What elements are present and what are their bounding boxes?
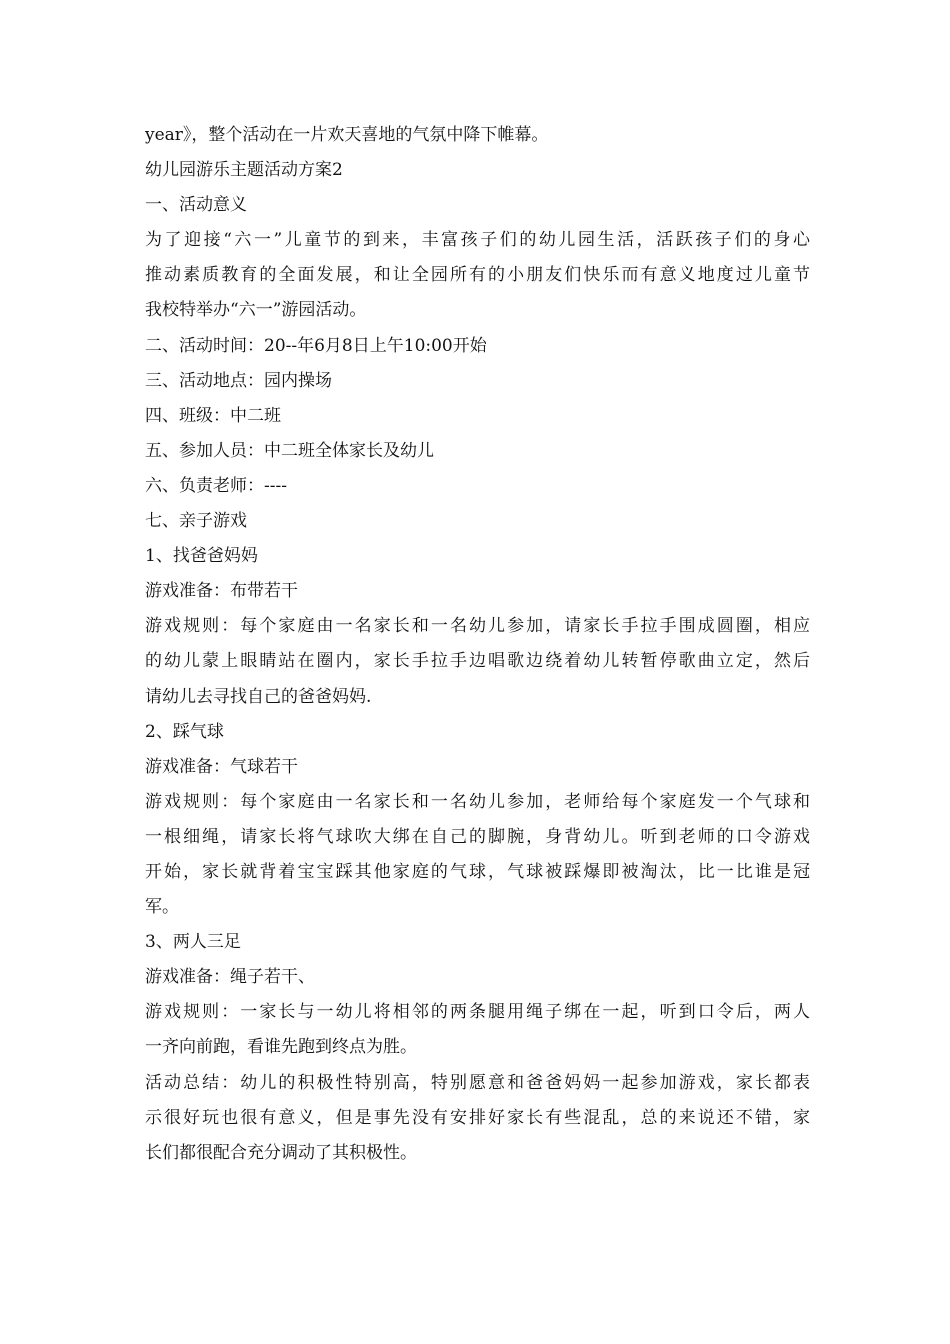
- game-title: 3、两人三足: [145, 932, 241, 953]
- game-preparation: 游戏准备：气球若干: [145, 756, 298, 777]
- game-title: 2、踩气球: [145, 721, 224, 742]
- activity-location: 三、活动地点：园内操场: [145, 370, 332, 391]
- text-line: 军。: [145, 897, 179, 918]
- activity-teacher: 六、负责老师：----: [145, 475, 287, 496]
- heading-activity-meaning: 一、活动意义: [145, 195, 247, 216]
- game-rules: 游戏规则：每个家庭由一名家长和一名幼儿参加，请家长手拉手围成圆圈，相应: [145, 616, 810, 637]
- text-line: 推动素质教育的全面发展，和让全园所有的小朋友们快乐而有意义地度过儿童节: [145, 265, 810, 286]
- text-line: 的幼儿蒙上眼睛站在圈内，家长手拉手边唱歌边绕着幼儿转暂停歌曲立定，然后: [145, 651, 810, 672]
- game-preparation: 游戏准备：布带若干: [145, 581, 298, 602]
- text-line: 开始，家长就背着宝宝踩其他家庭的气球，气球被踩爆即被淘汰，比一比谁是冠: [145, 861, 810, 882]
- text-line: 为了迎接“六一”儿童节的到来，丰富孩子们的幼儿园生活，活跃孩子们的身心: [145, 230, 810, 251]
- text-line: 示很好玩也很有意义，但是事先没有安排好家长有些混乱，总的来说还不错，家: [145, 1107, 810, 1128]
- activity-class: 四、班级：中二班: [145, 405, 281, 426]
- heading-parent-child-games: 七、亲子游戏: [145, 511, 247, 532]
- section-title: 幼儿园游乐主题活动方案2: [145, 160, 343, 181]
- activity-summary: 活动总结：幼儿的积极性特别高，特别愿意和爸爸妈妈一起参加游戏，家长都表: [145, 1072, 810, 1093]
- game-rules: 游戏规则：一家长与一幼儿将相邻的两条腿用绳子绑在一起，听到口令后，两人: [145, 1002, 810, 1023]
- text-line: 我校特举办“六一”游园活动。: [145, 300, 367, 321]
- activity-participants: 五、参加人员：中二班全体家长及幼儿: [145, 440, 434, 461]
- game-rules: 游戏规则：每个家庭由一名家长和一名幼儿参加，老师给每个家庭发一个气球和: [145, 791, 810, 812]
- text-line: 长们都很配合充分调动了其积极性。: [145, 1142, 417, 1163]
- text-line: 一根细绳，请家长将气球吹大绑在自己的脚腕，身背幼儿。听到老师的口令游戏: [145, 826, 810, 847]
- game-preparation: 游戏准备：绳子若干、: [145, 967, 315, 988]
- text-line: 请幼儿去寻找自己的爸爸妈妈.: [145, 686, 372, 707]
- document-body: [145, 118, 810, 1171]
- text-line: 一齐向前跑，看谁先跑到终点为胜。: [145, 1037, 417, 1058]
- activity-time: 二、活动时间：20--年6月8日上午10:00开始: [145, 335, 487, 356]
- game-title: 1、找爸爸妈妈: [145, 546, 258, 567]
- text-line: year》，整个活动在一片欢天喜地的气氛中降下帷幕。: [145, 125, 549, 145]
